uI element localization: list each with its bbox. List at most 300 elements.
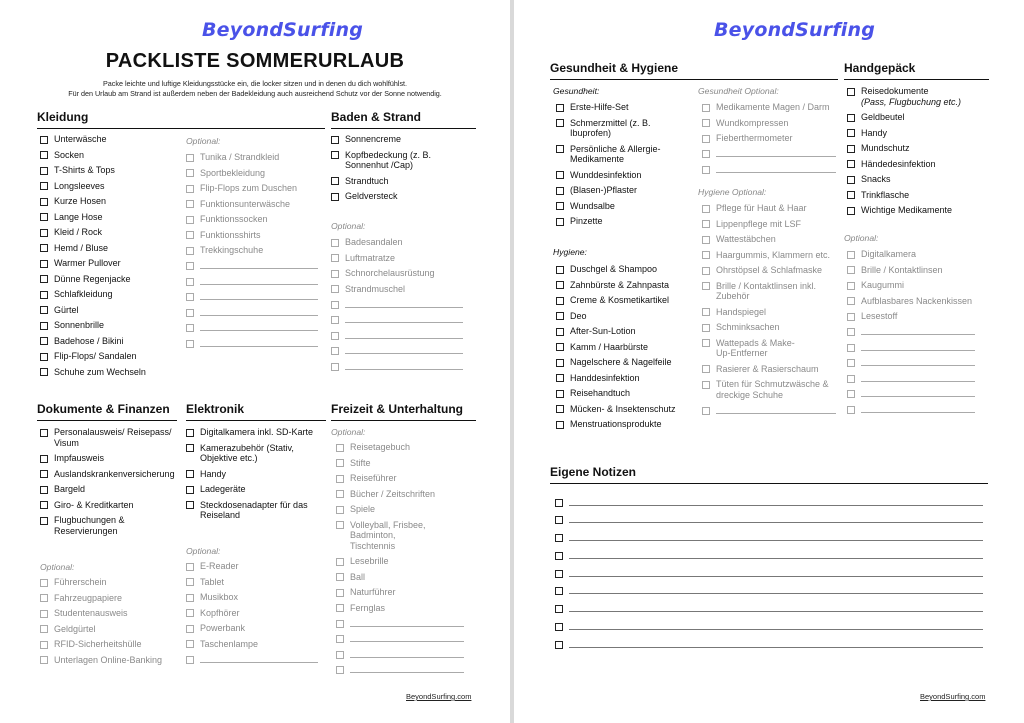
checkbox[interactable]	[555, 534, 563, 542]
checkbox[interactable]	[336, 459, 344, 467]
list-item[interactable]: Gürtel	[40, 305, 180, 316]
list-item[interactable]: Badesandalen	[331, 237, 463, 248]
list-item[interactable]: Zahnbürste & Zahnpasta	[556, 280, 696, 291]
list-item[interactable]: Persönliche & Allergie-Medikamente	[556, 144, 694, 165]
checkbox[interactable]	[556, 187, 564, 195]
checkbox[interactable]	[186, 656, 194, 664]
list-item[interactable]: Tüten für Schmutzwäsche & dreckige Schuhe	[702, 379, 836, 400]
checkbox[interactable]	[186, 486, 194, 494]
list-item[interactable]: Socken	[40, 150, 180, 161]
checkbox[interactable]	[702, 282, 710, 290]
note-line[interactable]	[555, 604, 983, 615]
list-item[interactable]: Reiseführer	[336, 473, 464, 484]
list-item[interactable]: Kopfbedeckung (z. B. Sonnenhut /Cap)	[331, 150, 471, 171]
checkbox[interactable]	[702, 267, 710, 275]
checkbox[interactable]	[336, 620, 344, 628]
list-item[interactable]: Ohrstöpsel & Schlafmaske	[702, 265, 836, 276]
checkbox[interactable]	[331, 285, 339, 293]
list-item[interactable]: Longsleeves	[40, 181, 180, 192]
checkbox[interactable]	[186, 200, 194, 208]
checkbox[interactable]	[336, 666, 344, 674]
list-item[interactable]: Taschenlampe	[186, 639, 318, 650]
blank-line-item[interactable]	[336, 618, 464, 629]
blank-line-item[interactable]	[186, 323, 318, 334]
blank-line-item[interactable]	[702, 405, 836, 416]
list-item[interactable]: Duschgel & Shampoo	[556, 264, 696, 275]
checkbox[interactable]	[556, 281, 564, 289]
note-line[interactable]	[555, 639, 983, 650]
list-item[interactable]: After-Sun-Lotion	[556, 326, 696, 337]
checkbox[interactable]	[186, 640, 194, 648]
checkbox[interactable]	[40, 429, 48, 437]
blank-line	[200, 268, 318, 269]
checkbox[interactable]	[331, 332, 339, 340]
list-item[interactable]: Powerbank	[186, 623, 318, 634]
checkbox[interactable]	[40, 322, 48, 330]
list-item[interactable]: Flugbuchungen & Reservierungen	[40, 515, 176, 536]
list-item[interactable]: Medikamente Magen / Darm	[702, 102, 836, 113]
blank-line-item[interactable]	[331, 315, 463, 326]
checkbox[interactable]	[336, 506, 344, 514]
checkbox[interactable]	[556, 297, 564, 305]
section-heading-dokumente: Dokumente & Finanzen	[37, 402, 177, 421]
checkbox[interactable]	[847, 160, 855, 168]
checkbox[interactable]	[556, 421, 564, 429]
checkbox[interactable]	[336, 589, 344, 597]
checkbox[interactable]	[847, 313, 855, 321]
checkbox[interactable]	[556, 266, 564, 274]
checkbox[interactable]	[186, 501, 194, 509]
note-line[interactable]	[555, 586, 983, 597]
checkbox[interactable]	[331, 270, 339, 278]
list-item[interactable]: Brille / Kontaktlinsen	[847, 265, 975, 276]
list-item[interactable]: Digitalkamera inkl. SD-Karte	[186, 427, 326, 438]
checkbox[interactable]	[40, 182, 48, 190]
list-item[interactable]: Giro- & Kreditkarten	[40, 500, 176, 511]
list-item[interactable]: Strandmuschel	[331, 284, 463, 295]
list-item[interactable]: Lange Hose	[40, 212, 180, 223]
checkbox[interactable]	[331, 301, 339, 309]
list-item[interactable]: Warmer Pullover	[40, 258, 180, 269]
checkbox[interactable]	[556, 374, 564, 382]
list-item[interactable]: Tablet	[186, 577, 318, 588]
list-item[interactable]: Brille / Kontaktlinsen inkl. Zubehör	[702, 281, 836, 302]
list-item[interactable]: Unterwäsche	[40, 134, 180, 145]
list-item[interactable]: Stifte	[336, 458, 464, 469]
checkbox[interactable]	[40, 594, 48, 602]
list-item[interactable]: Mundschutz	[847, 143, 989, 154]
blank-line	[200, 284, 318, 285]
blank-line-item[interactable]	[847, 373, 975, 384]
checkbox[interactable]	[847, 145, 855, 153]
list-item[interactable]: Kaugummi	[847, 280, 975, 291]
list-item[interactable]: T-Shirts & Tops	[40, 165, 180, 176]
blank-line-item[interactable]	[331, 346, 463, 357]
checkbox[interactable]	[847, 282, 855, 290]
checkbox[interactable]	[555, 605, 563, 613]
list-item[interactable]: Reisetagebuch	[336, 442, 464, 453]
checkbox[interactable]	[40, 151, 48, 159]
checkbox[interactable]	[556, 145, 564, 153]
list-item[interactable]: Pflege für Haut & Haar	[702, 203, 836, 214]
checkbox[interactable]	[556, 218, 564, 226]
checkbox[interactable]	[186, 216, 194, 224]
checkbox[interactable]	[40, 368, 48, 376]
blank-line	[569, 611, 983, 612]
checkbox[interactable]	[331, 363, 339, 371]
checkbox[interactable]	[186, 429, 194, 437]
checkbox[interactable]	[555, 499, 563, 507]
checkbox[interactable]	[40, 291, 48, 299]
blank-line-item[interactable]	[331, 299, 463, 310]
checkbox[interactable]	[555, 516, 563, 524]
checkbox[interactable]	[847, 176, 855, 184]
list-item[interactable]: Nagelschere & Nagelfeile	[556, 357, 696, 368]
checkbox[interactable]	[186, 444, 194, 452]
checkbox[interactable]	[555, 641, 563, 649]
list-item[interactable]: Wattepads & Make-Up-Entferner	[702, 338, 836, 359]
list-item[interactable]: Kamm / Haarbürste	[556, 342, 696, 353]
checklist-page-2	[514, 0, 1024, 723]
checkbox[interactable]	[847, 390, 855, 398]
checkbox[interactable]	[556, 104, 564, 112]
blank-line-item[interactable]	[336, 649, 464, 660]
list-item[interactable]: Sportbekleidung	[186, 168, 318, 179]
checkbox[interactable]	[847, 191, 855, 199]
list-item[interactable]: Naturführer	[336, 587, 464, 598]
checkbox[interactable]	[847, 406, 855, 414]
checkbox[interactable]	[847, 88, 855, 96]
checkbox[interactable]	[702, 381, 710, 389]
list-item[interactable]: Fernglas	[336, 603, 464, 614]
blank-line-item[interactable]	[847, 389, 975, 400]
list-item[interactable]: Schmerzmittel (z. B. Ibuprofen)	[556, 118, 694, 139]
checkbox[interactable]	[40, 641, 48, 649]
list-item[interactable]: (Blasen-)Pflaster	[556, 185, 694, 196]
checkbox[interactable]	[702, 150, 710, 158]
checkbox[interactable]	[336, 635, 344, 643]
checkbox[interactable]	[40, 244, 48, 252]
checkbox[interactable]	[336, 490, 344, 498]
list-item[interactable]: Deo	[556, 311, 696, 322]
list-item[interactable]: Schminksachen	[702, 322, 836, 333]
checkbox[interactable]	[702, 251, 710, 259]
checkbox[interactable]	[555, 623, 563, 631]
blank-line-item[interactable]	[186, 338, 318, 349]
checkbox[interactable]	[702, 365, 710, 373]
checkbox[interactable]	[40, 167, 48, 175]
checkbox[interactable]	[40, 579, 48, 587]
checkbox[interactable]	[556, 328, 564, 336]
checkbox[interactable]	[186, 324, 194, 332]
blank-line-item[interactable]	[702, 164, 836, 175]
list-item[interactable]: Lesestoff	[847, 311, 975, 322]
list-item[interactable]: Handy	[186, 469, 326, 480]
blank-line-item[interactable]	[336, 665, 464, 676]
list-item[interactable]: Luftmatratze	[331, 253, 463, 264]
checkbox[interactable]	[702, 166, 710, 174]
list-item[interactable]: Wundsalbe	[556, 201, 694, 212]
checkbox[interactable]	[186, 470, 194, 478]
checkbox[interactable]	[331, 193, 339, 201]
blank-line-item[interactable]	[847, 327, 975, 338]
list-item[interactable]: Sonnencreme	[331, 134, 471, 145]
checkbox[interactable]	[40, 455, 48, 463]
list-item[interactable]: Hemd / Bluse	[40, 243, 180, 254]
list-item[interactable]: Creme & Kosmetikartikel	[556, 295, 696, 306]
checkbox[interactable]	[40, 260, 48, 268]
checkbox[interactable]	[847, 129, 855, 137]
checkbox[interactable]	[186, 594, 194, 602]
list-item[interactable]: Volleyball, Frisbee, Badminton, Tischtennis	[336, 520, 464, 552]
list-item[interactable]: Kleid / Rock	[40, 227, 180, 238]
list-item[interactable]: Mücken- & Insektenschutz	[556, 404, 696, 415]
list-item[interactable]: Bargeld	[40, 484, 176, 495]
list-item[interactable]: Geldbeutel	[847, 112, 989, 123]
checkbox[interactable]	[847, 297, 855, 305]
note-line[interactable]	[555, 568, 983, 579]
checkbox[interactable]	[702, 324, 710, 332]
list-item[interactable]: Steckdosenadapter für das Reiseland	[186, 500, 326, 521]
list-item[interactable]: Flip-Flops zum Duschen	[186, 183, 318, 194]
list-handgepaeck-optional	[847, 249, 975, 420]
note-line[interactable]	[555, 533, 983, 544]
list-freizeit-optional	[336, 442, 464, 680]
note-line[interactable]	[555, 515, 983, 526]
checkbox[interactable]	[331, 136, 339, 144]
list-item[interactable]: Wattestäbchen	[702, 234, 836, 245]
blank-line-item[interactable]	[331, 361, 463, 372]
checkbox[interactable]	[336, 444, 344, 452]
blank-line-item[interactable]	[186, 276, 318, 287]
checkbox[interactable]	[702, 339, 710, 347]
checkbox[interactable]	[336, 573, 344, 581]
footer-link[interactable]: BeyondSurfing.com	[406, 692, 472, 701]
checkbox[interactable]	[186, 578, 194, 586]
checkbox[interactable]	[847, 328, 855, 336]
list-item[interactable]: Reisehandtuch	[556, 388, 696, 399]
list-item[interactable]: Ladegeräte	[186, 484, 326, 495]
blank-line-item[interactable]	[186, 307, 318, 318]
list-item[interactable]: Badehose / Bikini	[40, 336, 180, 347]
checkbox[interactable]	[40, 136, 48, 144]
checkbox[interactable]	[847, 251, 855, 259]
blank-line	[200, 346, 318, 347]
checkbox[interactable]	[555, 552, 563, 560]
blank-line-item[interactable]	[336, 634, 464, 645]
list-item[interactable]: Handspiegel	[702, 307, 836, 318]
blank-line-item[interactable]	[702, 149, 836, 160]
checkbox[interactable]	[336, 521, 344, 529]
checkbox[interactable]	[702, 119, 710, 127]
checkbox[interactable]	[186, 340, 194, 348]
checkbox[interactable]	[40, 337, 48, 345]
list-item[interactable]: Sonnenbrille	[40, 320, 180, 331]
checkbox[interactable]	[186, 154, 194, 162]
list-item[interactable]: Dünne Regenjacke	[40, 274, 180, 285]
list-item[interactable]: Haargummis, Klammern etc.	[702, 250, 836, 261]
footer-link[interactable]: BeyondSurfing.com	[920, 692, 986, 701]
list-item[interactable]: Impfausweis	[40, 453, 176, 464]
checkbox[interactable]	[556, 119, 564, 127]
blank-line-item[interactable]	[186, 261, 318, 272]
list-item[interactable]: Funktionsshirts	[186, 230, 318, 241]
checkbox[interactable]	[336, 558, 344, 566]
checkbox[interactable]	[556, 171, 564, 179]
checkbox[interactable]	[186, 563, 194, 571]
checkbox[interactable]	[40, 486, 48, 494]
checkbox[interactable]	[186, 625, 194, 633]
list-item[interactable]: Wundkompressen	[702, 118, 836, 129]
blank-line-item[interactable]	[847, 404, 975, 415]
note-line[interactable]	[555, 550, 983, 561]
list-item[interactable]: Kurze Hosen	[40, 196, 180, 207]
list-item[interactable]: Funktionssocken	[186, 214, 318, 225]
checkbox[interactable]	[186, 262, 194, 270]
checkbox[interactable]	[336, 475, 344, 483]
list-item[interactable]: Tunika / Strandkleid	[186, 152, 318, 163]
list-item[interactable]: Wunddesinfektion	[556, 170, 694, 181]
checkbox[interactable]	[40, 275, 48, 283]
list-item[interactable]: Pinzette	[556, 216, 694, 227]
brand-logo: BeyondSurfing	[714, 19, 876, 41]
list-item[interactable]: Personalausweis/ Reisepass/ Visum	[40, 427, 176, 448]
list-item[interactable]: Schlafkleidung	[40, 289, 180, 300]
list-item[interactable]: Trekkingschuhe	[186, 245, 318, 256]
checkbox[interactable]	[556, 390, 564, 398]
list-item[interactable]: Aufblasbares Nackenkissen	[847, 296, 975, 307]
checkbox[interactable]	[186, 185, 194, 193]
list-item[interactable]: Kamerazubehör (Stativ, Objektive etc.)	[186, 443, 326, 464]
list-item[interactable]: Lesebrille	[336, 556, 464, 567]
checkbox[interactable]	[40, 198, 48, 206]
list-item[interactable]: Händedesinfektion	[847, 159, 989, 170]
list-item[interactable]: Handy	[847, 128, 989, 139]
checkbox[interactable]	[555, 570, 563, 578]
checkbox[interactable]	[847, 359, 855, 367]
checkbox[interactable]	[555, 587, 563, 595]
list-item[interactable]: Führerschein	[40, 577, 180, 588]
checkbox[interactable]	[186, 609, 194, 617]
checkbox[interactable]	[40, 229, 48, 237]
list-item[interactable]: Auslandskrankenversicherung	[40, 469, 176, 480]
list-item[interactable]: Geldgürtel	[40, 624, 180, 635]
checkbox[interactable]	[331, 347, 339, 355]
checkbox[interactable]	[331, 151, 339, 159]
list-item[interactable]: Schuhe zum Wechseln	[40, 367, 180, 378]
list-item[interactable]: Erste-Hilfe-Set	[556, 102, 694, 113]
checkbox[interactable]	[186, 278, 194, 286]
list-item[interactable]: Funktionsunterwäsche	[186, 199, 318, 210]
note-line[interactable]	[555, 622, 983, 633]
list-item[interactable]: Trinkflasche	[847, 190, 989, 201]
checkbox[interactable]	[336, 651, 344, 659]
list-item[interactable]: Rasierer & Rasierschaum	[702, 364, 836, 375]
blank-line-item[interactable]	[847, 358, 975, 369]
list-item[interactable]: Unterlagen Online-Banking	[40, 655, 180, 666]
list-item[interactable]: Spiele	[336, 504, 464, 515]
list-item[interactable]: Wichtige Medikamente	[847, 205, 989, 216]
checkbox[interactable]	[331, 177, 339, 185]
checkbox[interactable]	[702, 236, 710, 244]
checkbox[interactable]	[336, 604, 344, 612]
checkbox[interactable]	[556, 359, 564, 367]
list-item[interactable]: Schnorchelausrüstung	[331, 268, 463, 279]
list-item[interactable]: Fahrzeugpapiere	[40, 593, 180, 604]
list-item[interactable]: Studentenausweis	[40, 608, 180, 619]
checkbox[interactable]	[186, 169, 194, 177]
checkbox[interactable]	[847, 375, 855, 383]
list-item[interactable]: Musikbox	[186, 592, 318, 603]
checkbox[interactable]	[556, 202, 564, 210]
checkbox[interactable]	[702, 407, 710, 415]
list-item[interactable]: Geldversteck	[331, 191, 471, 202]
blank-line-item[interactable]	[186, 654, 318, 665]
checkbox[interactable]	[40, 306, 48, 314]
checkbox[interactable]	[702, 104, 710, 112]
checkbox[interactable]	[702, 308, 710, 316]
list-item[interactable]: Lippenpflege mit LSF	[702, 219, 836, 230]
list-item[interactable]: Kopfhörer	[186, 608, 318, 619]
list-item[interactable]: Handdesinfektion	[556, 373, 696, 384]
checkbox[interactable]	[40, 353, 48, 361]
checkbox[interactable]	[331, 254, 339, 262]
list-item[interactable]: Snacks	[847, 174, 989, 185]
checkbox[interactable]	[40, 625, 48, 633]
list-item[interactable]: Flip-Flops/ Sandalen	[40, 351, 180, 362]
checkbox[interactable]	[40, 213, 48, 221]
checkbox[interactable]	[40, 656, 48, 664]
checkbox[interactable]	[40, 610, 48, 618]
checkbox[interactable]	[556, 312, 564, 320]
checkbox[interactable]	[40, 501, 48, 509]
note-line[interactable]	[555, 497, 983, 508]
blank-line-item[interactable]	[331, 330, 463, 341]
checkbox[interactable]	[186, 247, 194, 255]
list-item[interactable]: Fieberthermometer	[702, 133, 836, 144]
list-item[interactable]: E-Reader	[186, 561, 318, 572]
checkbox[interactable]	[186, 309, 194, 317]
checkbox[interactable]	[556, 343, 564, 351]
checkbox[interactable]	[331, 316, 339, 324]
list-item[interactable]: Digitalkamera	[847, 249, 975, 260]
checkbox[interactable]	[847, 207, 855, 215]
blank-line	[569, 505, 983, 506]
checkbox[interactable]	[186, 231, 194, 239]
checkbox[interactable]	[702, 205, 710, 213]
checkbox[interactable]	[702, 135, 710, 143]
checkbox[interactable]	[40, 517, 48, 525]
blank-line-item[interactable]	[847, 342, 975, 353]
checkbox[interactable]	[702, 220, 710, 228]
list-item[interactable]: RFID-Sicherheitshülle	[40, 639, 180, 650]
checkbox[interactable]	[847, 266, 855, 274]
checkbox[interactable]	[847, 344, 855, 352]
checkbox[interactable]	[556, 405, 564, 413]
checkbox[interactable]	[186, 293, 194, 301]
list-item[interactable]: Strandtuch	[331, 176, 471, 187]
list-item[interactable]: Bücher / Zeitschriften	[336, 489, 464, 500]
list-item[interactable]: Reisedokumente (Pass, Flugbuchung etc.)	[847, 86, 989, 107]
blank-line-item[interactable]	[186, 292, 318, 303]
blank-line	[569, 647, 983, 648]
checkbox[interactable]	[847, 114, 855, 122]
checkbox[interactable]	[40, 470, 48, 478]
list-item[interactable]: Ball	[336, 572, 464, 583]
list-item[interactable]: Menstruationsprodukte	[556, 419, 696, 430]
blank-line	[716, 156, 836, 157]
checkbox[interactable]	[331, 239, 339, 247]
